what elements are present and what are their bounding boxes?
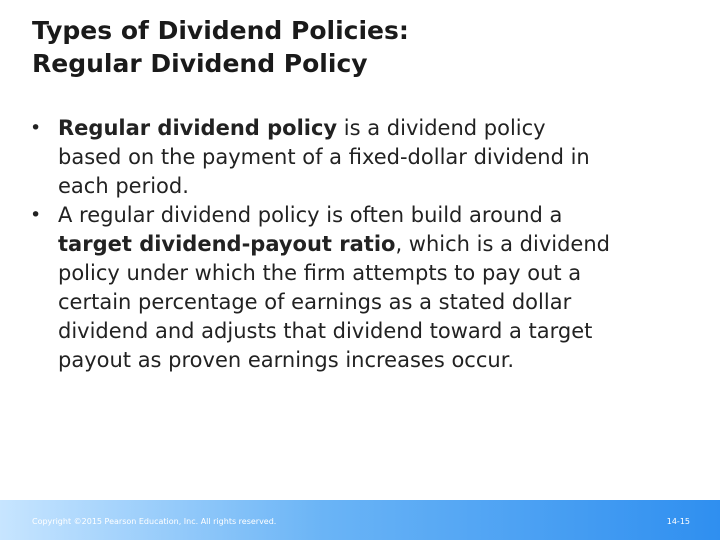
bullet-dot-icon: • (30, 204, 42, 226)
bullet-2-line-6: payout as proven earnings increases occur. (58, 348, 515, 372)
bullet-2-line-2 (58, 230, 700, 259)
slide-title-line-1: Types of Dividend Policies: (32, 16, 409, 45)
bullet-2-line-5: dividend and adjusts that dividend toward a target (58, 319, 593, 343)
bullet-2-line-4: certain percentage of earnings as a stated dollar (58, 290, 572, 314)
term-target-dividend-payout-ratio: target dividend-payout ratio (58, 232, 396, 256)
slide-title (32, 14, 692, 80)
bullet-item-target-payout-ratio (30, 201, 700, 375)
bullet-2-line-3: policy under which the firm attempts to pay out a (58, 261, 582, 285)
footer-bar (0, 500, 720, 540)
bullet-2-line-2-text: , which is a dividend (395, 232, 610, 256)
bullet-item-regular-dividend-policy (30, 114, 700, 201)
bullet-1-line-3: each period. (58, 174, 189, 198)
footer-copyright: Copyright ©2015 Pearson Education, Inc. All rights reserved. (32, 517, 277, 526)
bullet-dot-icon: • (30, 117, 42, 139)
bullet-2-line-1: A regular dividend policy is often build around a (58, 203, 563, 227)
term-regular-dividend-policy: Regular dividend policy (58, 116, 338, 140)
slide-title-line-2: Regular Dividend Policy (32, 49, 368, 78)
bullet-1-line-1-text: is a dividend policy (337, 116, 546, 140)
bullet-1-line-2: based on the payment of a fixed-dollar dividend in (58, 145, 590, 169)
bullet-1-line-1 (58, 114, 700, 143)
slide-page-number: 14-15 (666, 517, 690, 526)
bullet-list (30, 114, 700, 375)
